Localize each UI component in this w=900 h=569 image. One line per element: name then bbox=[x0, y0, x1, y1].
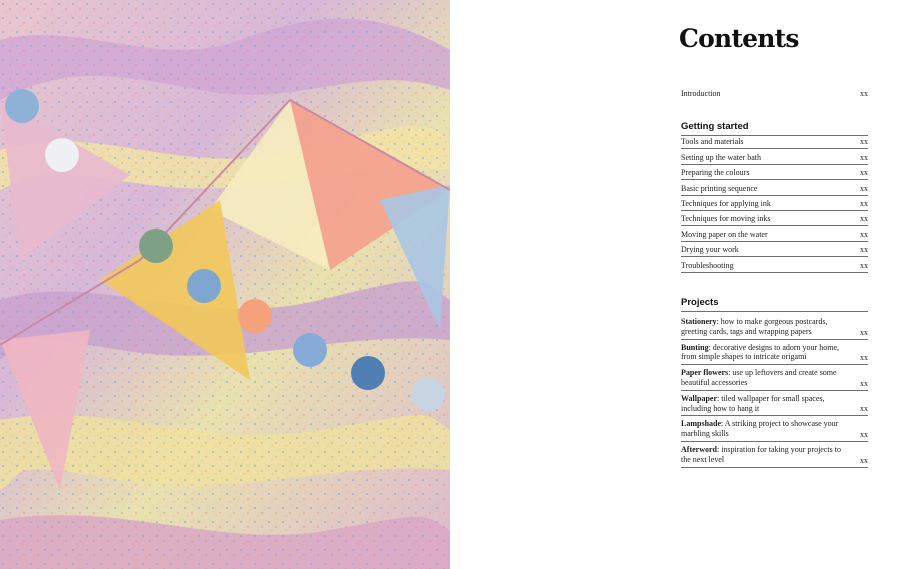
toc-entry-page: xx bbox=[860, 137, 868, 147]
toc-entry[interactable] bbox=[681, 134, 868, 149]
toc-entry-page: xx bbox=[860, 327, 868, 337]
toc-entry-label: Preparing the colours bbox=[681, 168, 750, 178]
project-description bbox=[681, 419, 841, 439]
project-name: Afterword bbox=[681, 444, 717, 454]
project-entry[interactable] bbox=[681, 314, 868, 340]
toc-entry-page: xx bbox=[860, 353, 868, 363]
project-description bbox=[681, 394, 841, 414]
toc-entry-page: xx bbox=[860, 429, 868, 439]
project-name: Bunting bbox=[681, 342, 709, 352]
section-heading-projects: Projects bbox=[681, 297, 868, 312]
toc-entry-label: Drying your work bbox=[681, 245, 739, 255]
project-entry[interactable] bbox=[681, 391, 868, 417]
toc-entry-label: Moving paper on the water bbox=[681, 229, 768, 239]
projects-list bbox=[681, 314, 868, 468]
toc-entry[interactable] bbox=[681, 242, 868, 257]
project-name: Stationery bbox=[681, 317, 717, 326]
project-text: : decorative designs to adorn your home, from simple shapes to intricate origami bbox=[681, 342, 839, 362]
toc-entry-page: xx bbox=[860, 152, 868, 162]
getting-started-list bbox=[681, 134, 868, 273]
toc-entry-label: Tools and materials bbox=[681, 137, 744, 147]
section-heading-getting-started: Getting started bbox=[681, 121, 868, 136]
project-text: : use up leftovers and create some beautiful accessories bbox=[681, 368, 837, 387]
toc-entry[interactable] bbox=[681, 180, 868, 195]
toc-entry[interactable] bbox=[681, 165, 868, 180]
project-description bbox=[681, 368, 841, 388]
toc-entry-label: Setting up the water bath bbox=[681, 152, 761, 162]
toc-entry-page: xx bbox=[860, 198, 868, 208]
project-description bbox=[681, 445, 841, 465]
project-text: : inspiration for taking your projects to the next level bbox=[681, 444, 841, 464]
toc-entry-page: xx bbox=[860, 404, 868, 414]
project-name: Lampshade bbox=[681, 419, 722, 429]
project-entry[interactable] bbox=[681, 416, 868, 442]
toc-entry-page: xx bbox=[860, 183, 868, 193]
toc-entry-page: xx bbox=[860, 260, 868, 270]
project-text: : tiled wallpaper for small spaces, including how to hang it bbox=[681, 393, 825, 413]
toc-entry-page: xx bbox=[860, 455, 868, 465]
contents-page bbox=[450, 0, 900, 569]
toc-entry-label: Introduction bbox=[681, 89, 721, 98]
toc-entry-page: xx bbox=[860, 168, 868, 178]
toc-entry[interactable] bbox=[681, 196, 868, 211]
page-title: Contents bbox=[679, 24, 799, 53]
toc-entry-page: xx bbox=[860, 245, 868, 255]
project-entry[interactable] bbox=[681, 340, 868, 366]
toc-entry-label: Techniques for applying ink bbox=[681, 198, 771, 208]
toc-entry-label: Troubleshooting bbox=[681, 260, 734, 270]
project-text: : A striking project to showcase your marbling skills bbox=[681, 419, 839, 439]
toc-entry[interactable] bbox=[681, 149, 868, 164]
project-name: Paper flowers bbox=[681, 368, 729, 378]
project-entry[interactable] bbox=[681, 442, 868, 468]
toc-entry-label: Basic printing sequence bbox=[681, 183, 758, 193]
toc-entry-page: xx bbox=[860, 229, 868, 239]
toc-entry-introduction[interactable] bbox=[681, 89, 868, 98]
toc-entry-page: xx bbox=[860, 89, 868, 98]
project-description bbox=[681, 317, 841, 337]
project-entry[interactable] bbox=[681, 365, 868, 391]
toc-entry[interactable] bbox=[681, 257, 868, 272]
toc-entry-label: Techniques for moving inks bbox=[681, 214, 771, 224]
project-text: : how to make gorgeous postcards, greeting cards, tags and wrapping papers bbox=[681, 317, 828, 336]
toc-entry-page: xx bbox=[860, 378, 868, 388]
toc-entry[interactable] bbox=[681, 211, 868, 226]
project-name: Wallpaper bbox=[681, 393, 718, 403]
project-description bbox=[681, 343, 841, 363]
toc-entry[interactable] bbox=[681, 226, 868, 241]
toc-entry-page: xx bbox=[860, 214, 868, 224]
